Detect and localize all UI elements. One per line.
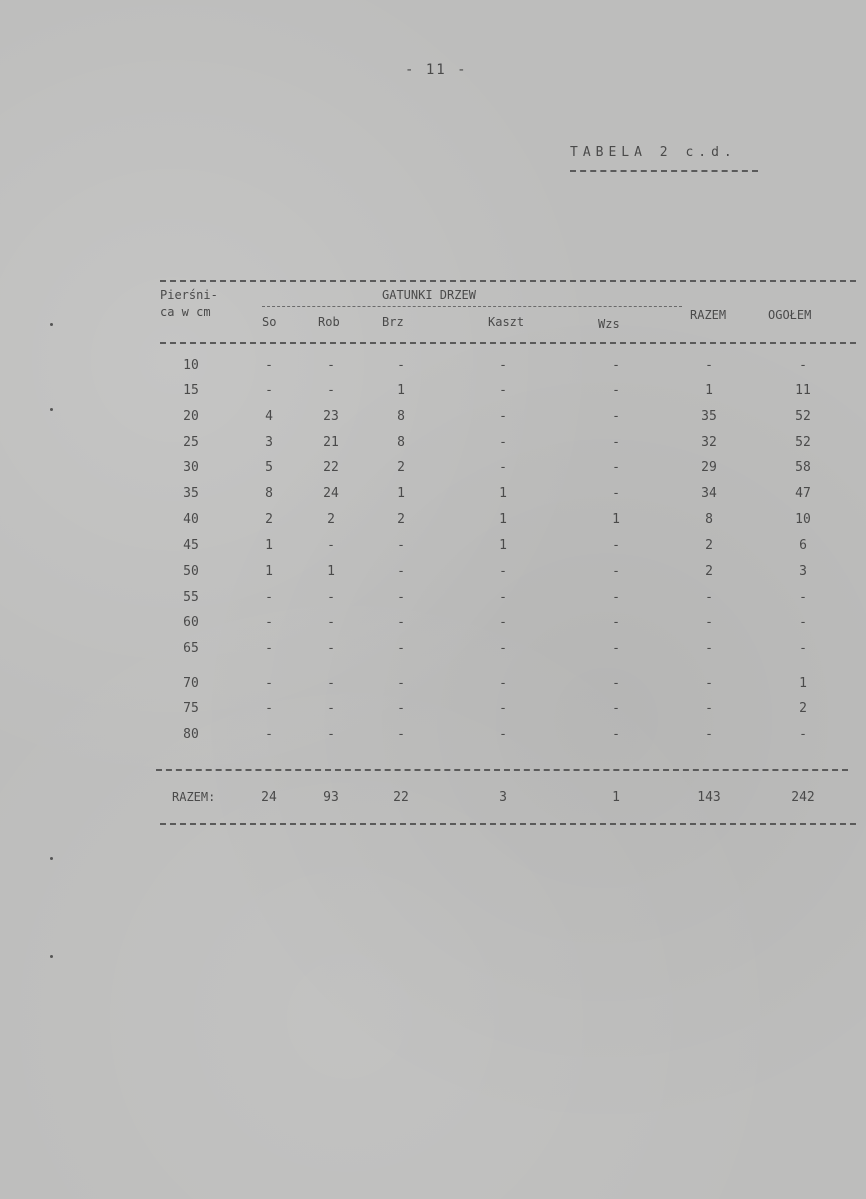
table-cell: -: [327, 727, 335, 742]
header-diameter-line1: Pierśni-: [160, 288, 218, 302]
table-cell: 2: [397, 460, 405, 475]
table-cell: -: [799, 727, 807, 742]
row-diameter: 40: [183, 512, 199, 527]
title-underline: [570, 170, 758, 172]
table-cell: -: [612, 409, 620, 424]
table-cell: 1: [327, 564, 335, 579]
table-cell: -: [499, 564, 507, 579]
table-cell: -: [327, 383, 335, 398]
table-cell: -: [397, 538, 405, 553]
total-cell: 3: [499, 790, 507, 805]
table-cell: -: [397, 358, 405, 373]
table-cell: -: [265, 676, 273, 691]
table-cell: -: [612, 486, 620, 501]
table-cell: -: [397, 615, 405, 630]
table-cell: 47: [795, 486, 811, 501]
table-cell: 8: [705, 512, 713, 527]
margin-mark: [50, 323, 53, 326]
table-cell: -: [327, 641, 335, 656]
table-cell: -: [327, 676, 335, 691]
header-kaszt: Kaszt: [488, 315, 525, 329]
row-diameter: 25: [183, 435, 199, 450]
table-cell: -: [327, 358, 335, 373]
table-cell: 58: [795, 460, 811, 475]
header-wzs: Wzs: [598, 317, 620, 331]
table-cell: -: [705, 676, 713, 691]
table-cell: -: [327, 615, 335, 630]
table-cell: -: [705, 590, 713, 605]
table-cell: -: [612, 615, 620, 630]
table-cell: -: [612, 676, 620, 691]
table-cell: -: [397, 590, 405, 605]
totals-label: RAZEM:: [172, 790, 216, 804]
table-cell: 23: [323, 409, 339, 424]
table-cell: -: [612, 538, 620, 553]
table-cell: -: [612, 727, 620, 742]
row-diameter: 50: [183, 564, 199, 579]
row-diameter: 65: [183, 641, 199, 656]
table-cell: -: [612, 460, 620, 475]
table-cell: -: [612, 641, 620, 656]
page-number: - 11 -: [405, 62, 468, 78]
row-diameter: 15: [183, 383, 199, 398]
total-cell: 22: [393, 790, 409, 805]
total-cell: 1: [612, 790, 620, 805]
group-underline: [262, 306, 682, 307]
table-cell: -: [397, 676, 405, 691]
table-cell: -: [265, 701, 273, 716]
table-cell: 52: [795, 409, 811, 424]
table-cell: 35: [701, 409, 717, 424]
table-cell: -: [799, 358, 807, 373]
table-cell: 2: [705, 564, 713, 579]
table-cell: -: [265, 383, 273, 398]
table-cell: -: [499, 435, 507, 450]
table-cell: -: [397, 701, 405, 716]
header-razem: RAZEM: [690, 308, 727, 322]
table-cell: -: [265, 727, 273, 742]
table-cell: -: [499, 460, 507, 475]
total-cell: 24: [261, 790, 277, 805]
table-top-rule: [160, 280, 856, 282]
table-cell: 29: [701, 460, 717, 475]
header-species-group: GATUNKI DRZEW: [382, 288, 476, 302]
header-so: So: [262, 315, 277, 329]
table-cell: 8: [397, 409, 405, 424]
table-cell: 2: [327, 512, 335, 527]
table-cell: 52: [795, 435, 811, 450]
table-cell: -: [499, 727, 507, 742]
table-cell: 5: [265, 460, 273, 475]
table-cell: 21: [323, 435, 339, 450]
table-cell: 10: [795, 512, 811, 527]
row-diameter: 70: [183, 676, 199, 691]
total-cell: 93: [323, 790, 339, 805]
row-diameter: 20: [183, 409, 199, 424]
table-cell: -: [265, 615, 273, 630]
body-bottom-rule: [156, 769, 848, 771]
total-cell: 143: [697, 790, 721, 805]
table-cell: 1: [397, 383, 405, 398]
table-cell: 2: [705, 538, 713, 553]
table-cell: -: [265, 641, 273, 656]
table-cell: -: [499, 701, 507, 716]
table-cell: -: [397, 641, 405, 656]
table-cell: -: [799, 615, 807, 630]
margin-mark: [50, 857, 53, 860]
margin-mark: [50, 955, 53, 958]
header-brz: Brz: [382, 315, 404, 329]
table-cell: 4: [265, 409, 273, 424]
table-cell: 2: [799, 701, 807, 716]
table-cell: -: [705, 641, 713, 656]
table-cell: -: [499, 383, 507, 398]
table-cell: -: [265, 358, 273, 373]
table-cell: 1: [265, 538, 273, 553]
table-cell: -: [612, 358, 620, 373]
table-cell: -: [612, 701, 620, 716]
table-cell: 1: [612, 512, 620, 527]
table-cell: 1: [799, 676, 807, 691]
table-cell: -: [327, 701, 335, 716]
table-cell: -: [499, 641, 507, 656]
row-diameter: 60: [183, 615, 199, 630]
row-diameter: 55: [183, 590, 199, 605]
table-cell: 2: [397, 512, 405, 527]
row-diameter: 30: [183, 460, 199, 475]
table-cell: -: [799, 641, 807, 656]
margin-mark: [50, 408, 53, 411]
table-cell: 3: [265, 435, 273, 450]
table-cell: 1: [397, 486, 405, 501]
table-cell: -: [327, 590, 335, 605]
table-cell: -: [397, 564, 405, 579]
row-diameter: 10: [183, 358, 199, 373]
table-cell: 3: [799, 564, 807, 579]
table-cell: -: [327, 538, 335, 553]
total-cell: 242: [791, 790, 815, 805]
row-diameter: 45: [183, 538, 199, 553]
table-cell: 1: [265, 564, 273, 579]
table-end-rule: [160, 823, 856, 825]
table-cell: 11: [795, 383, 811, 398]
table-cell: -: [397, 727, 405, 742]
table-cell: 34: [701, 486, 717, 501]
header-bottom-rule: [160, 342, 856, 344]
table-cell: 8: [397, 435, 405, 450]
table-cell: -: [612, 564, 620, 579]
table-cell: -: [705, 701, 713, 716]
header-ogolem: OGOŁEM: [768, 308, 812, 322]
table-cell: -: [499, 590, 507, 605]
table-cell: -: [705, 615, 713, 630]
table-title: TABELA 2 c.d.: [570, 145, 737, 160]
row-diameter: 75: [183, 701, 199, 716]
table-cell: -: [612, 435, 620, 450]
table-cell: 24: [323, 486, 339, 501]
table-cell: 8: [265, 486, 273, 501]
table-cell: 1: [499, 486, 507, 501]
header-rob: Rob: [318, 315, 340, 329]
table-cell: -: [499, 358, 507, 373]
table-cell: 1: [499, 538, 507, 553]
table-cell: -: [612, 383, 620, 398]
table-cell: 32: [701, 435, 717, 450]
table-cell: -: [265, 590, 273, 605]
table-cell: -: [499, 676, 507, 691]
table-cell: -: [499, 409, 507, 424]
header-diameter-line2: ca w cm: [160, 305, 211, 319]
row-diameter: 80: [183, 727, 199, 742]
table-cell: -: [705, 358, 713, 373]
row-diameter: 35: [183, 486, 199, 501]
table-cell: 1: [499, 512, 507, 527]
table-cell: -: [799, 590, 807, 605]
table-cell: -: [499, 615, 507, 630]
table-cell: 22: [323, 460, 339, 475]
table-cell: 1: [705, 383, 713, 398]
table-cell: -: [612, 590, 620, 605]
table-cell: 2: [265, 512, 273, 527]
table-cell: -: [705, 727, 713, 742]
table-cell: 6: [799, 538, 807, 553]
